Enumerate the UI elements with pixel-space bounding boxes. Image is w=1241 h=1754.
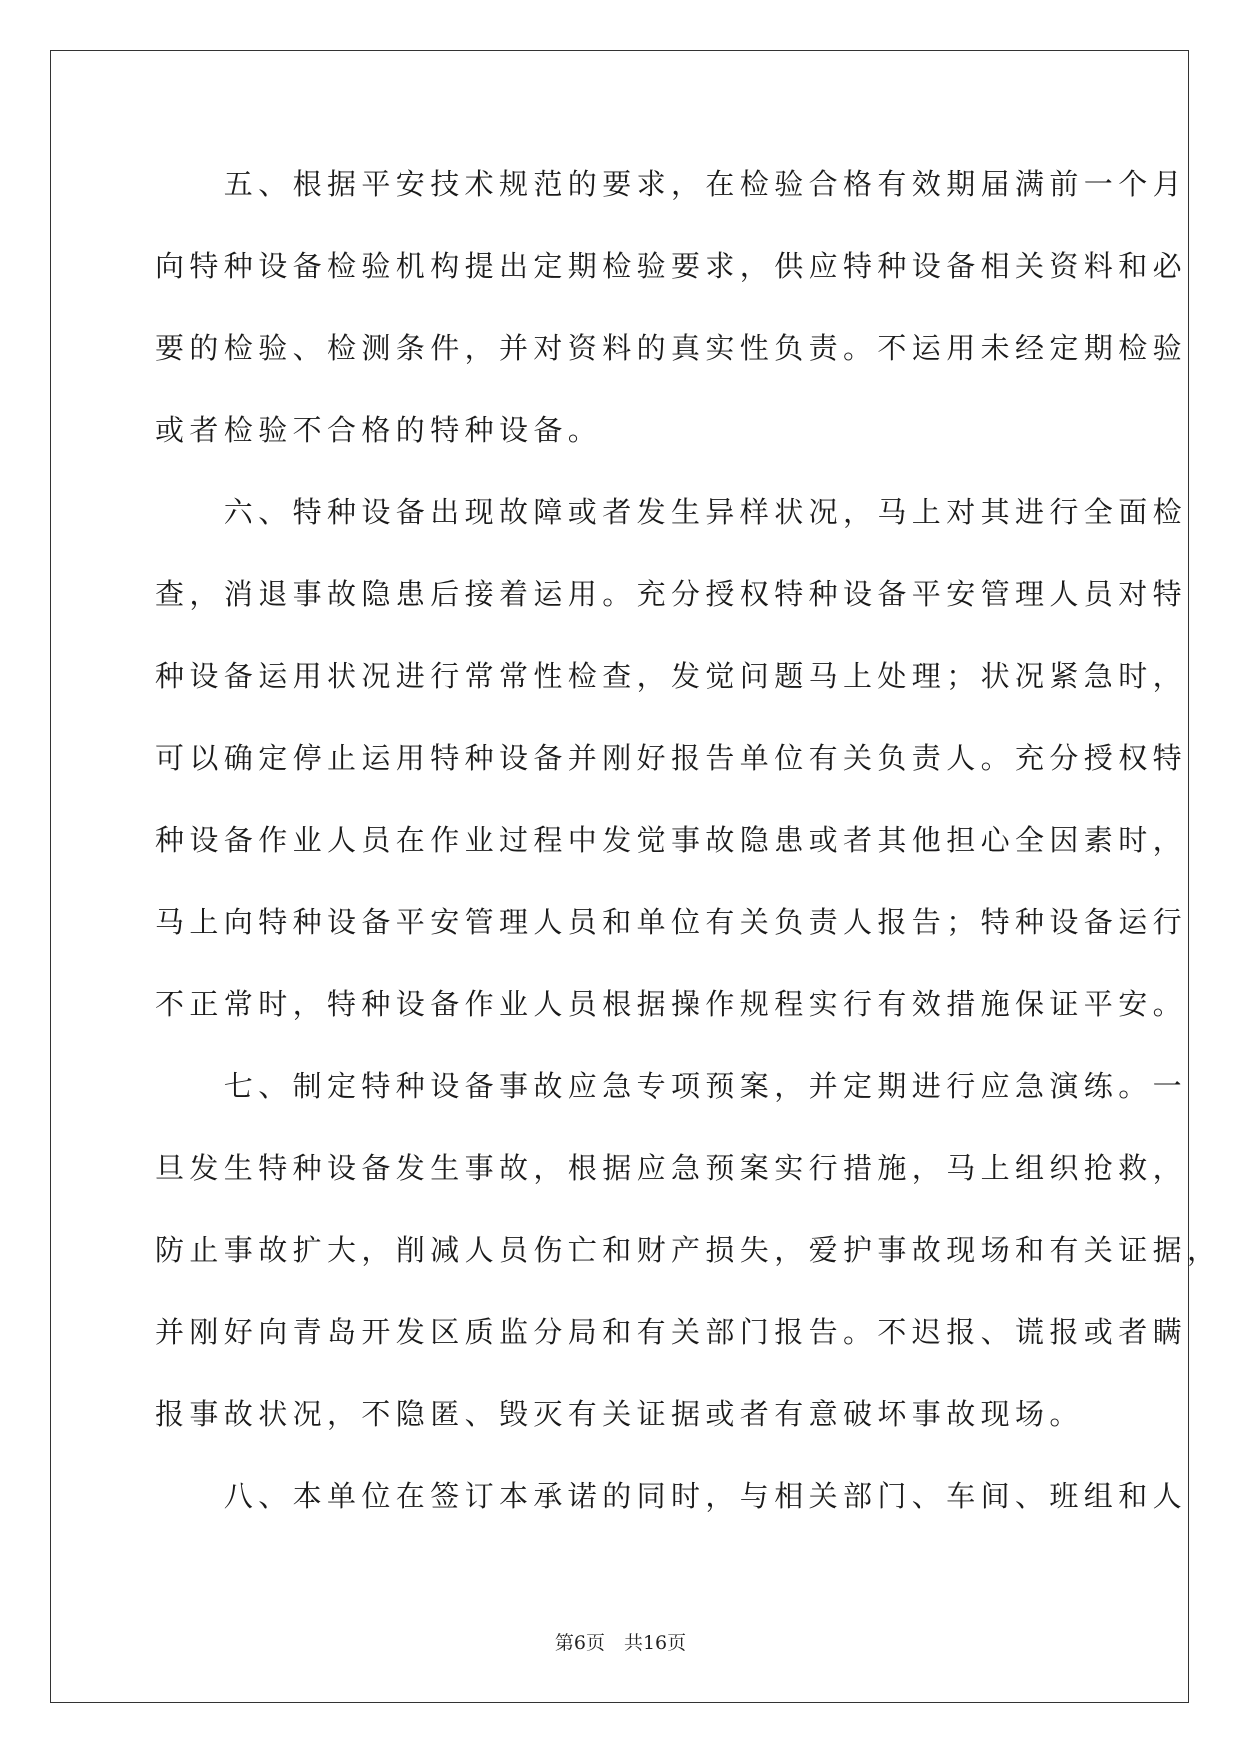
text-line: 种设备运用状况进行常常性检查，发觉问题马上处理；状况紧急时，: [155, 659, 1188, 693]
text-line: 马上向特种设备平安管理人员和单位有关负责人报告；特种设备运行: [155, 905, 1188, 939]
text-line: 并刚好向青岛开发区质监分局和有关部门报告。不迟报、谎报或者瞒: [155, 1315, 1188, 1349]
text-line: 向特种设备检验机构提出定期检验要求，供应特种设备相关资料和必: [155, 249, 1188, 283]
text-line: 七、制定特种设备事故应急专项预案，并定期进行应急演练。一: [155, 1069, 1188, 1103]
text-line: 防止事故扩大，削减人员伤亡和财产损失，爱护事故现场和有关证据，: [155, 1233, 1222, 1267]
page-number: 第6页 共16页: [554, 1632, 687, 1654]
document-body: [155, 156, 1222, 1550]
text-line: 要的检验、检测条件，并对资料的真实性负责。不运用未经定期检验: [155, 331, 1188, 365]
text-line: 种设备作业人员在作业过程中发觉事故隐患或者其他担心全因素时，: [155, 823, 1188, 857]
text-line: 旦发生特种设备发生事故，根据应急预案实行措施，马上组织抢救，: [155, 1151, 1188, 1185]
text-line: 可以确定停止运用特种设备并刚好报告单位有关负责人。充分授权特: [155, 741, 1188, 775]
text-line: 不正常时，特种设备作业人员根据操作规程实行有效措施保证平安。: [155, 987, 1188, 1021]
text-line: 五、根据平安技术规范的要求，在检验合格有效期届满前一个月: [155, 167, 1188, 201]
text-line: 六、特种设备出现故障或者发生异样状况，马上对其进行全面检: [155, 495, 1188, 529]
text-line: 报事故状况，不隐匿、毁灭有关证据或者有意破坏事故现场。: [155, 1397, 1084, 1431]
text-line: 或者检验不合格的特种设备。: [155, 413, 603, 447]
text-line: 查，消退事故隐患后接着运用。充分授权特种设备平安管理人员对特: [155, 577, 1188, 611]
text-line: 八、本单位在签订本承诺的同时，与相关部门、车间、班组和人: [155, 1479, 1188, 1513]
